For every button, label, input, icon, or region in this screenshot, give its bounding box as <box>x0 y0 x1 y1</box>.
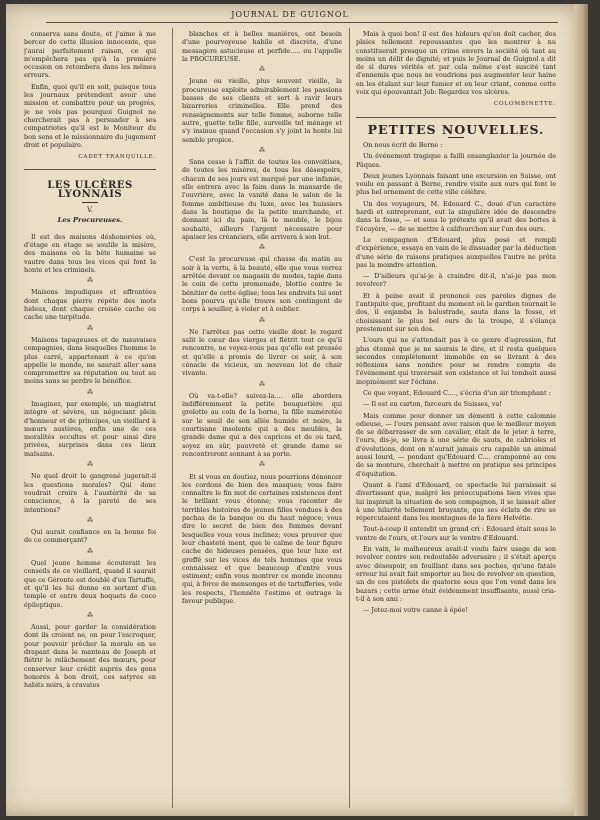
separator-rule <box>24 169 156 170</box>
stars-separator: ⁂ <box>259 380 265 388</box>
stars-separator: ⁂ <box>87 611 93 619</box>
stars-separator: ⁂ <box>259 66 265 74</box>
stars-separator: ⁂ <box>259 244 265 252</box>
paragraph: Où va-t-elle? suivez-la.... elle abordera indifféremment la petite bouquetière qui grelotte au coin de la borne, la fille numérotée sur le seuil de son allée humide et noire, la courtisane insolente qui a des meubles, la grande dame qui a des caprices et de où tard, soyez en sûr, pauvreté et grande dame se rencontreront sonnant à sa porte. <box>182 391 342 458</box>
section-subtitle: Les Procureuses. <box>57 216 123 225</box>
column-1 <box>24 30 156 808</box>
paragraph: Et à peine avait il prononcé ces paroles dignes de l'antiquité que, profitant du moment où le gardien tournait le dos, il enjamba la balustrade, sauta dans la fosse, et choisissant le plus bel ours de la troupe, il s'élança prestement sur son dos. <box>356 291 556 333</box>
stars-separator: ⁂ <box>259 461 265 469</box>
paragraph: Ce que voyant, Edouard C...., s'écria d'un air triomphant : <box>363 388 551 397</box>
signature: COLOMBINETTE. <box>493 101 556 108</box>
separator-rule <box>356 117 556 118</box>
paragraph: Qui aurait confiance en la bonne foi de ce commerçant? <box>24 528 156 545</box>
paragraph: Imaginez, par exemple, un magistrat intègre et sévère, un négociant plein d'honneur et de principes, un vieillard à mœurs austères, enfin une de ces moralités occultes et pour ainsi dire privées, surprises dans ces lieux malsains. <box>24 399 156 458</box>
column-3 <box>356 30 556 808</box>
stars-separator: ⁂ <box>259 146 265 154</box>
column-rule-1 <box>172 28 173 808</box>
paragraph: — Il est en carton, farceurs de Suisses, va! <box>363 400 502 409</box>
paragraph: blanches et à belles manières, ont besoin d'une pourvoyeuse habile et discrète, d'une messagère astucieuse et perfide..... ou l'appelle la PROCUREUSE. <box>182 30 342 63</box>
paragraph: Jeune ou vieille, plus souvent vieille, la procureuse exploite admirablement les passions basses de ses clients et sert à ravir leurs bizarreries criminelles. Elle prend des renseignements sur telle femme, suborne telle autre, guette telle fille, surveille tel ménage et s'y insinue quand l'occasion s'y joint la honte lui semble propice. <box>182 77 342 144</box>
section-title: LES ULCÈRES LYONNAIS <box>47 180 133 200</box>
paragraph: Aussi, pour garder la considération dont ils croient ne, on pour l'escroquer, pour pouvoir prêcher la morale en se drapant dans le manteau de Joseph et flétrir le relâchement des mœurs, pour conserver leur crédit auprès des gens honorés à bon droit, ces satyres en habits noirs, à cravates <box>24 623 156 690</box>
paragraph: Ne l'arrêtez pas cette vieille dont le regard salit le cœur des vierges et flétrit tout ce qu'il rencontre, ne voyez-vous pas qu'elle est pressée et qu'elle a promis de livrer ce soir, à son cénacle de vicieux, un nouveau lot de chair vivante. <box>182 327 342 378</box>
paragraph: Il est des maisons déshonorées où, d'étage en étage se soulile la misère, des maisons où la bête humaine se vautre dans tous les vices qui font la honte et les criminels. <box>24 232 156 274</box>
signature: CADET TRANQUILLE. <box>78 154 156 161</box>
title-dash <box>82 202 98 203</box>
stars-separator: ⁂ <box>87 547 93 555</box>
stars-separator: ⁂ <box>259 316 265 324</box>
paragraph: Un des voyageurs, M. Edouard C., doué d'un caractère hardi et entreprenant, eut la singulière idée de descendre dans la fosse, — et sous le prétexte qu'il avait des bottes à l'écuyère, — de se mettre à califourchon sur l'un des ours. <box>356 199 556 233</box>
paragraph: Maisons tapageuses et de mauvaises compagnies, dans lesquelles l'homme le plus carré, appartenant à ce qu'on appelle le monde, ne saurait aller sans compromettre sa réputation ou tout au moins sans se perdre le bénéfice. <box>24 335 156 386</box>
paragraph: Maisons impudiques et effrontées dont chaque pierre répète des mots hideux, dont chaque croisée cache ou cache une turpitude. <box>24 288 156 322</box>
paragraph: — D'ailleurs qu'ai-je à craindre dit-il, n'ai-je pas mon revolver? <box>356 272 556 289</box>
section-number: V. <box>86 206 94 215</box>
title-dash <box>448 137 464 138</box>
paragraph: Deux jeunes Lyonnais faisant une excursion en Suisse, ont voulu en passant à Berne, rendre visite aux ours qui font le plus bel ornement de cette ville célèbre. <box>356 171 556 197</box>
page-edge-shadow <box>574 4 588 816</box>
stars-separator: ⁂ <box>87 461 93 469</box>
running-header: JOURNAL DE GUIGNOL <box>231 10 349 19</box>
stars-separator: ⁂ <box>87 516 93 524</box>
column-2 <box>182 30 342 808</box>
paragraph: Quant à l'ami d'Edouard, ce spectacle lui paraissait si divertissant que, malgré les préoccupations bien vives que lui inspirait la situation de son compagnon, il se laissait aller à une hilarité tellement bruyante, que ses éclats de rire se répercutaient dans les montagnes de la fière Helvétie. <box>356 480 556 523</box>
paragraph: Tout-à-coup il entendit un grand cri : Edouard était sous le ventre de l'ours, et l'ours sur le ventre d'Edouard. <box>356 525 556 542</box>
paragraph: En vain, le malheureux avait-il voulu faire usage de son revolver contre son redoutable adversaire ; il s'était aperçu avec désespoir, en fouillant dans ses poches, qu'une fatale erreur lui avait fait emporter au lieu de revolver en question, un de ces pistolets de quatorze sous que l'on vend dans les bazars ; cette arme était évidemment insuffisante, aussi cria-t-il à son ami : <box>356 545 556 603</box>
paragraph: On nous écrit de Berne : <box>363 140 443 149</box>
stars-separator: ⁂ <box>87 388 93 396</box>
paragraph: Mais comme pour donner un démenti à cette calomnie odieuse, — l'ours pensant avec raison que le meilleur moyen de se débarrasser de son cavalier, était de le jeter à terre, l'ours, dis-je, se livra à une série de sauts, de cabrioles et d'évolutions, dont on n'aurait jamais cru capable un animal aussi lourd, — pendant qu'Edouard C.... cramponné au cou de sa monture, cherchait à mettre en pratique ses principes d'équitation. <box>356 411 556 478</box>
paragraph: C'est la procureuse qui chasse du matin au soir à la vertu, à la beauté, elle que vous verrez arrêtée devant ce magasin de modes, tapie dans le coin de cette promenade, blottie contre le bénitier de cette église; tous les endroits lui sont bons pourvu qu'elle trouve son contingent de corps à souiller, à violer et à oublier. <box>182 255 342 314</box>
paragraph: Et si vous en doutiez, nous pourrions dénoncer les cordons de bien des masques; vous faire connaître le fin mot de certaines existences dont le brillant vous étonne; vous raconter de terribles histoires de jeunes filles vendues à des pachas de la banque ou du haut négoce; vous dire le secret de bien des femmes devant lesquelles vous vous inclinez; vous prouver que leur chasteté ment, que le calme de leur figure cache de hideuses pensées, que leur luxe est greffé sur les vices de tels hommes que vous connaissez et que beaucoup d'entre vous estiment; enfin vous montrer ce monde inconnu qui, à force de mensonges et de tartufferies, vole les respects, l'honnête l'estime et outrage la faveur publique. <box>182 472 342 605</box>
paragraph: Ne quel droit le gangrené jugerait-il les questions morales? Qui donc voudrait croire à l'austérité de sa conscience, à la pareté de ses intentions? <box>24 472 156 514</box>
paragraph: Mais à quoi bon! il est des hideurs qu'on doit cacher, des plaies tellement repoussantes que les montrer à nu constituerait presque un crime envers la société où tant au moins un délit de dignité; et puis le Journal de Guignol a dit de si dures vérités et par cela même s'est suscité tant d'ennemis que nous ne voudrions pas augmenter leur haine en les étalant sur leur fumier et en leur criant, comme cette voix qui épouvantait Job: Regardez vos ulcères. <box>356 30 556 97</box>
stars-separator: ⁂ <box>87 277 93 285</box>
newspaper-page <box>6 4 588 816</box>
paragraph: L'ours qui ne s'attendait pas à ce genre d'agression, fut plus étonné que je ne saurais le dire, et il resta quelques secondes complètement immobile en se livrant à des réflexions sans nombre pour se rendre compte de l'événement qui traversait son existence et lui tombait aussi inopinément sur l'échine. <box>356 336 556 386</box>
paragraph: Le compagnon d'Edouard, plus posé et rempli d'expérience, essaya en vain de le dissuader par la déduction d'une série de raisons pratiques auxquelles l'autre ne prêta pas la moindre attention. <box>356 235 556 269</box>
stars-separator: ⁂ <box>87 324 93 332</box>
header-rule <box>46 22 558 23</box>
paragraph: Quel jeune homme écouterait les conseils de ce vieillard, quand il saurait que ce Géronte est doublé d'un Tartuffe, et qu'il les lui donne en sortant d'un temple et entre deux hoquets de coco épileptique. <box>24 559 156 609</box>
paragraph: Sans cesse à l'affût de toutes les convoitises, de toutes les misères, de tous les désespoirs, chacun de ses jours est marqué par une infamie, elle entrera avec la faim dans la mansarde de l'ouvrière, avec la vanité dans le salon de la femme ambitieuse du luxe, avec les huissiers dans la boutique de la petite marchande, et donnant ici du pain, là le meuble, le bijou souhaité, ailleurs l'argent nécessaire pour apaiser les créanciers, elle arrivera à son but. <box>182 158 342 241</box>
column-rule-2 <box>349 28 350 808</box>
section-title: PETITES NOUVELLES. <box>367 121 545 137</box>
paragraph: Enfin, quoi qu'il en soit, puisque tous les journaux prétendent avoir une mission et combattre pour un progrès, je ne vois pas pourquoi Guignol ne chercherait pas à persuader à ses compatriotes qu'il est le Moniteur du bon sens et le missionnaire du jugement droit et populaire. <box>24 82 156 149</box>
paragraph: conserva sans doute, et j'aime à me bercer de cette illusion innocente, que j'aurai parfaitement raison, ce qui m'empêchera pas qu'à la première occasion on retombera dans les mêmes erreurs. <box>24 30 156 80</box>
paragraph: — Jetez-moi votre canne à épée! <box>363 606 468 615</box>
paragraph: Un événement tragique a failli ensanglanter la journée de Pâques. <box>356 152 556 169</box>
